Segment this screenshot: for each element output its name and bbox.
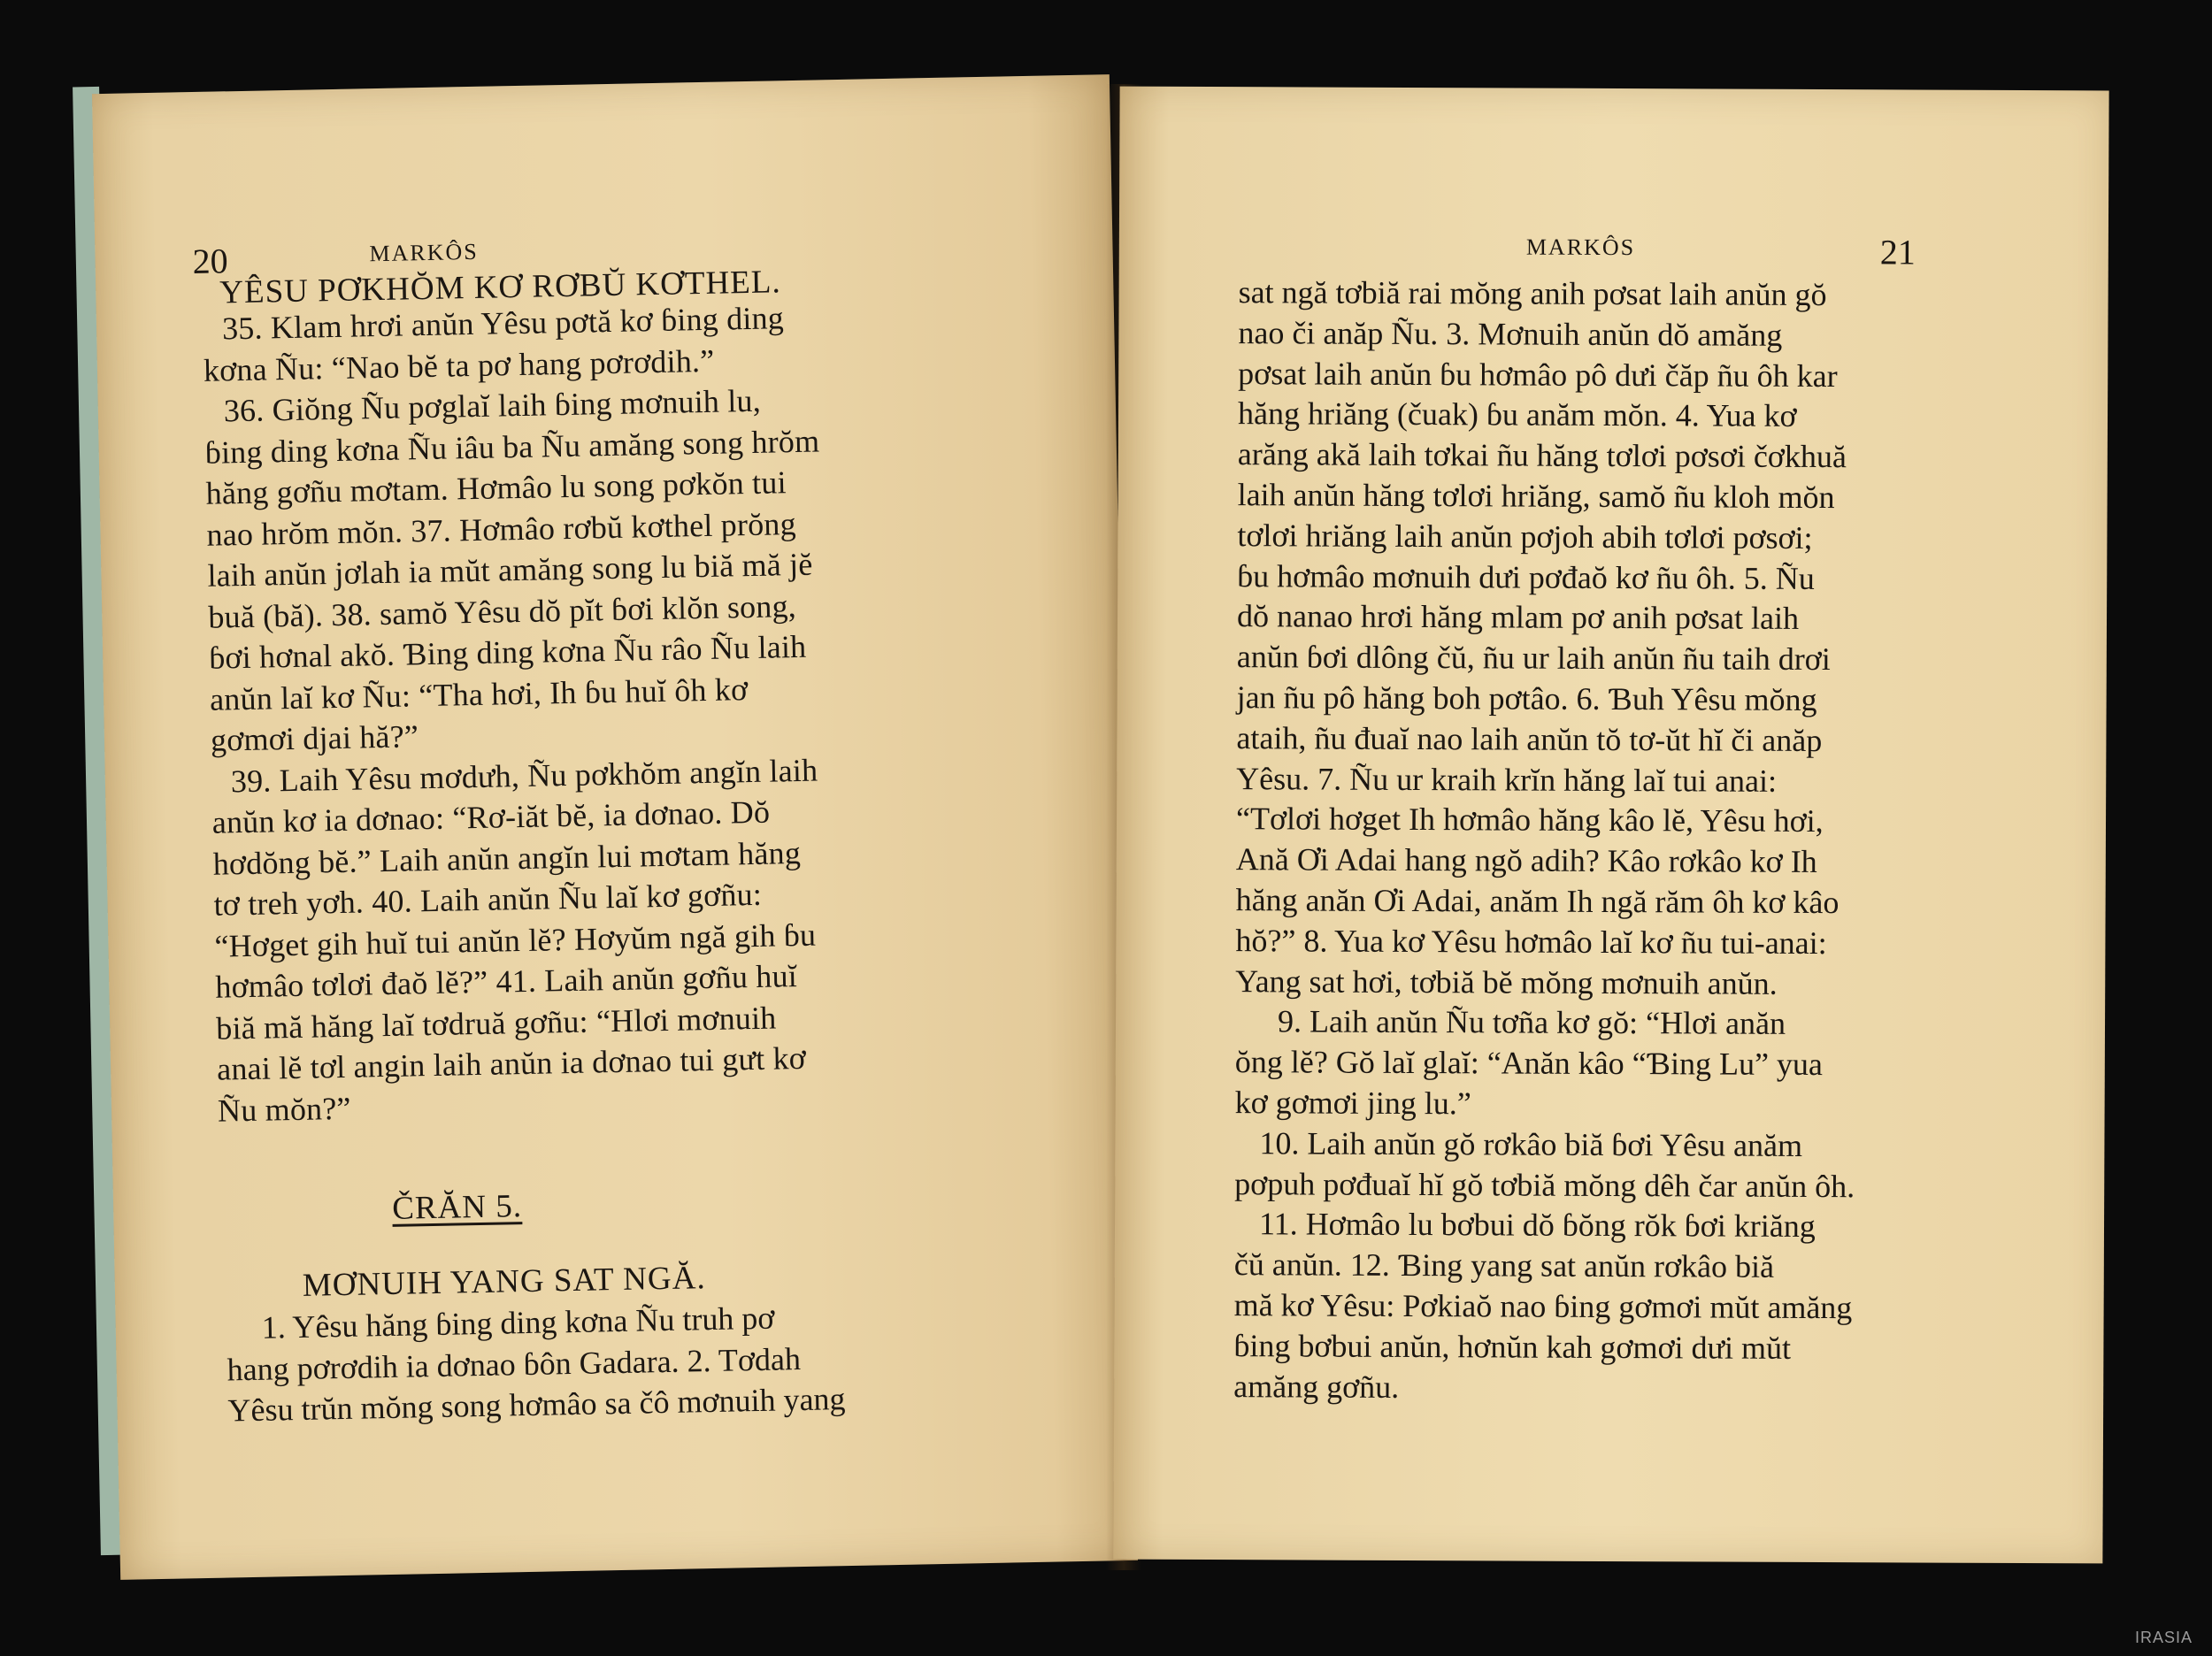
text-line: laih anŭn jơlah ia mŭt amăng song lu biă mă jĕ [207,546,813,594]
left-text-block-2 [226,1293,1007,1431]
right-page [1113,87,2108,1564]
text-line: biă mă hăng laĭ tơdruă gơñu: “Hlơi mơnuih [215,1000,777,1046]
page-number-right: 21 [1879,232,1916,272]
page-number-left: 20 [192,241,229,282]
left-page [92,74,1138,1580]
text-line: ɓing bơbui anŭn, hơnŭn kah gơmơi dưi mŭt [1233,1327,1792,1366]
text-line: nao hrŏm mŏn. 37. Hơmâo rơbŭ kơthel prŏng [206,505,797,553]
text-line: Yêsu trŭn mŏng song hơmâo sa čô mơnuih yang [227,1381,846,1429]
text-line: hăng gơñu mơtam. Hơmâo lu song pơkŏn tui [205,464,787,511]
section-title: YÊSU PƠKHŎM KƠ RƠBŬ KƠTHEL. [219,264,782,311]
text-line: jan ñu pô hăng boh pơtâo. 6. Ɓuh Yêsu mŏng [1236,679,1817,717]
text-line: buă (bă). 38. samŏ Yêsu dŏ pĭt ɓơi klŏn song, [207,587,797,635]
left-text-block-1 [203,294,997,1131]
text-line: mă kơ Yêsu: Pơkiaŏ nao ɓing gơmơi mŭt amăng [1233,1287,1853,1326]
text-line: ŏng lĕ? Gŏ laĭ glaĭ: “Anăn kâo “Ɓing Lu” yua [1234,1044,1824,1083]
text-line: kơ gơmơi jing lu.” [1234,1085,1471,1122]
text-line: anai lĕ tơl angin laih anŭn ia dơnao tui gưt kơ [216,1039,807,1087]
chapter-heading: ČRĂN 5. [391,1188,523,1227]
text-line: tơ treh yơh. 40. Laih anŭn Ñu laĭ kơ gơñu: [213,876,763,923]
text-line: 9. Laih anŭn Ñu tơña kơ gŏ: “Hlơi anăn [1277,1003,1786,1042]
text-line: 1. Yêsu hăng ɓing ding kơna Ñu truh pơ [261,1300,775,1346]
text-line: ɓu hơmâo mơnuih dưi pơđaŏ kơ ñu ôh. 5. Ñu [1237,557,1815,596]
text-line: amăng gơñu. [1233,1368,1400,1405]
chapter-title: MƠNUIH YANG SAT NGĂ. [302,1260,707,1304]
text-line: sat ngă tơbiă rai mŏng anih pơsat laih anŭn gŏ [1238,274,1827,313]
text-line: hang pơrơdih ia dơnao ɓôn Gadara. 2. Tơdah [227,1340,802,1388]
text-line: laih anŭn hăng tơlơi hriăng, samŏ ñu kloh mŏn [1237,477,1835,516]
text-line: čŭ anŭn. 12. Ɓing yang sat anŭn rơkâo biă [1233,1246,1775,1284]
text-line: anŭn ɓơi dlông čŭ, ñu ur laih anŭn ñu taih drơi [1236,639,1831,678]
text-line: hăng hriăng (čuak) ɓu anăm mŏn. 4. Yua kơ [1237,395,1797,434]
text-line: anŭn kơ ia dơnao: “Rơ-iăt bĕ, ia dơnao. Dŏ [211,794,771,840]
right-text-block [1233,272,2088,1410]
text-line: 10. Laih anŭn gŏ rơkâo biă ɓơi Yêsu anăm [1259,1125,1803,1163]
running-head-left: MARKÔS [369,238,480,267]
text-line: tơlơi hriăng laih anŭn pơjoh abih tơlơi pơsơi; [1237,517,1813,556]
text-line: anŭn laĭ kơ Ñu: “Tha hơi, Ih ɓu huĭ ôh kơ [209,671,749,717]
text-line: gơmơi djai hă?” [210,718,419,758]
text-line: ɓơi hơnal akŏ. Ɓing ding kơna Ñu râo Ñu laih [208,628,807,676]
text-line: Ñu mŏn?” [217,1090,351,1129]
text-line: hơmâo tơlơi đaŏ lĕ?” 41. Laih anŭn gơñu huĭ [215,958,798,1005]
text-line: nao či anăp Ñu. 3. Mơnuih anŭn dŏ amăng [1238,314,1783,353]
text-line: Yang sat hơi, tơbiă bĕ mŏng mơnuih anŭn. [1235,962,1778,1001]
watermark: IRASIA [2134,1629,2193,1646]
text-line: hơdŏng bĕ.” Laih anŭn angĭn lui mơtam hăng [212,834,802,882]
text-line: ataih, ñu đuaĭ nao laih anŭn tŏ tơ-ŭt hĭ či anăp [1236,719,1823,758]
text-line: 39. Laih Yêsu mơdưh, Ñu pơkhŏm angĭn laih [230,752,818,799]
text-line: arăng akă laih tơkai ñu hăng tơlơi pơsơi čơkhuă [1237,436,1847,475]
text-line: pơpuh pơđuaĭ hĭ gŏ tơbiă mŏng dêh čar anŭn ôh. [1234,1165,1855,1204]
text-line: dŏ nanao hrơi hăng mlam pơ anih pơsat laih [1236,598,1800,637]
text-line: pơsat laih anŭn ɓu hơmâo pô dưi čăp ñu ôh kar [1238,355,1838,394]
text-line: 35. Klam hrơi anŭn Yêsu pơtă kơ ɓing ding [221,300,785,347]
text-line: “Hơget gih huĭ tui anŭn lĕ? Hơyŭm ngă gih ɓu [214,916,817,964]
text-line: “Tơlơi hơget Ih hơmâo hăng kâo lĕ, Yêsu hơi, [1235,801,1824,840]
text-line: Yêsu. 7. Ñu ur kraih krĭn hăng laĭ tui anai: [1236,760,1778,799]
text-line: 36. Giŏng Ñu pơglaĭ laih ɓing mơnuih lu, [223,382,762,429]
text-line: 11. Hơmâo lu bơbui dŏ ɓŏng rŏk ɓơi kriăng [1258,1206,1816,1245]
text-line: hăng anăn Ơi Adai, anăm Ih ngă răm ôh kơ kâo [1235,882,1839,921]
text-line: Ană Ơi Adai hang ngŏ adih? Kâo rơkâo kơ Ih [1235,841,1817,880]
text-line: hŏ?” 8. Yua kơ Yêsu hơmâo laĭ kơ ñu tui-anai: [1235,922,1827,961]
running-head-right: MARKÔS [1525,234,1636,261]
text-line: kơna Ñu: “Nao bĕ ta pơ hang pơrơdih.” [203,342,715,388]
text-line: ɓing ding kơna Ñu iâu ba Ñu amăng song hrŏm [204,422,820,471]
